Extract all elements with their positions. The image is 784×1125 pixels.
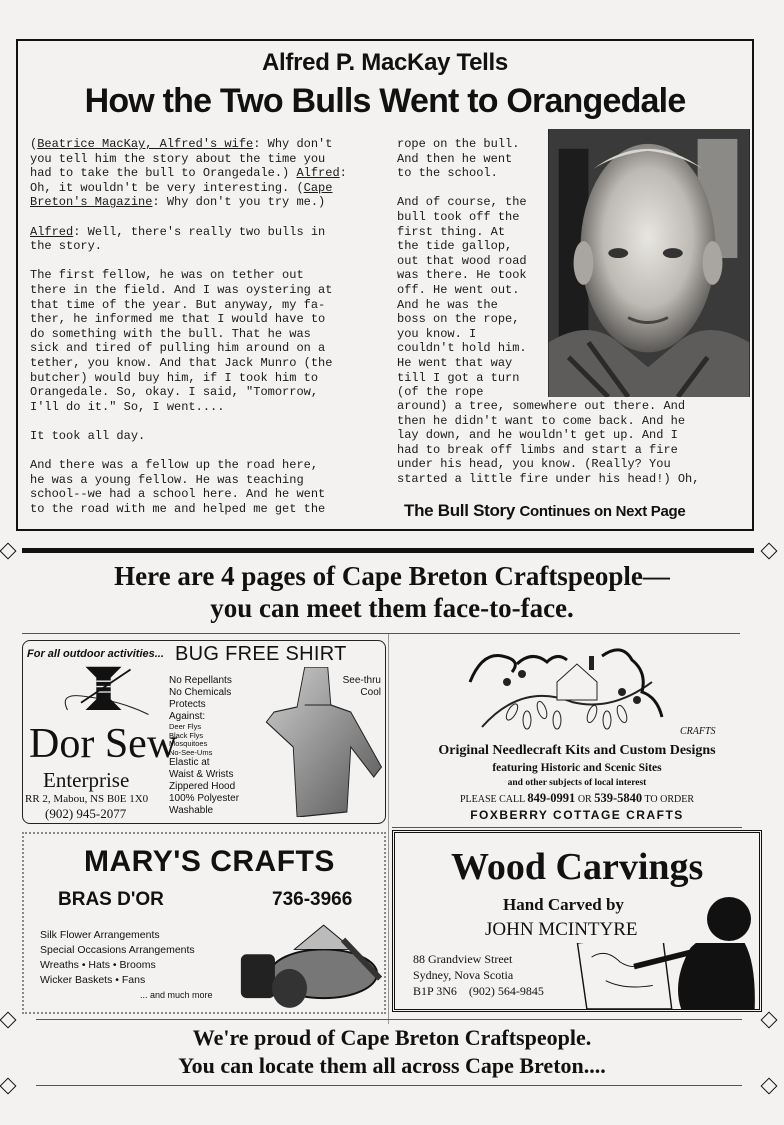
article-line: [30, 312, 347, 327]
diamond-ornament: [0, 543, 16, 560]
wood-phone: (902) 564-9845: [468, 984, 544, 998]
closing-line-2: You can locate them all across Cape Breton....: [178, 1053, 606, 1078]
ad-marys-crafts: [22, 832, 386, 1014]
article-text: butcher) would buy him, if I took him to: [30, 370, 319, 385]
article-line: [30, 414, 347, 429]
article-text: And there was a fellow up the road here,: [30, 458, 319, 473]
foxberry-line-2: featuring Historic and Scenic Sites: [492, 762, 662, 774]
article-text: Oh, it wouldn't be very interesting. (: [30, 180, 304, 195]
feature-item: Zippered Hood: [169, 781, 236, 792]
ad-wood-carvings: [392, 830, 762, 1012]
ad-tagline: For all outdoor activities...: [27, 648, 164, 660]
article-line: [30, 195, 347, 210]
continue-small: Continues on Next Page: [519, 503, 686, 520]
article-text: he was a young fellow. He was teaching: [30, 472, 304, 487]
feature-item: 100% Polyester: [169, 793, 240, 804]
article-text: : Why don't: [253, 137, 333, 151]
article-line: [30, 152, 347, 167]
article-line: [30, 502, 347, 517]
article-line: [30, 429, 347, 444]
thin-divider: [22, 633, 740, 634]
speaker-name: Breton's Magazine: [30, 195, 153, 210]
speaker-name: Beatrice MacKay, Alfred's wife: [37, 137, 254, 151]
article-text: : Well, there's really two bulls in: [73, 224, 326, 239]
article-text: tether, you know. And that Jack Munro (the: [30, 355, 333, 370]
article-box: [16, 39, 754, 531]
crafts-heading: [0, 560, 784, 624]
feature-item: Waist & Wrists: [169, 769, 234, 780]
call-suffix: TO ORDER: [644, 794, 695, 805]
foxberry-logo: [462, 642, 692, 743]
spool-needle-icon: [53, 665, 163, 724]
thin-divider: [36, 1019, 742, 1020]
wood-by: Hand Carved by: [503, 895, 624, 914]
logo-word-dor: Dor: [29, 721, 95, 767]
speaker-name: Alfred: [296, 166, 340, 181]
marys-item: Special Occasions Arrangements: [40, 944, 195, 956]
speaker-name: Cape: [303, 180, 333, 195]
marys-location: BRAS D'OR: [58, 889, 164, 910]
article-line: [30, 473, 347, 488]
article-kicker: Alfred P. MacKay Tells: [262, 49, 508, 76]
carver-head: [705, 895, 753, 950]
wood-carver-name: JOHN MCINTYRE: [485, 919, 638, 940]
logo-word-sew: Sew: [104, 721, 178, 767]
column-divider: [388, 634, 389, 1024]
article-text: the story.: [30, 239, 103, 254]
ad-dor-sew: [22, 640, 386, 824]
article-text: do something with the bull. That he was: [30, 326, 311, 341]
closing-line-1: We're proud of Cape Breton Craftspeople.: [192, 1025, 592, 1050]
article-text: ther, he informed me that I would have to: [30, 312, 326, 327]
article-text: school--we had a school here. And he went: [30, 487, 326, 502]
side-note: See-thru: [342, 675, 381, 686]
article-line: [30, 239, 347, 254]
pest-item: No-See-Ums: [169, 747, 213, 757]
basket-illustration: [236, 920, 382, 1015]
pest-item: Deer Flys: [169, 722, 202, 731]
wood-city: Sydney, Nova Scotia: [413, 968, 514, 982]
article-line: [30, 298, 347, 313]
feature-list: [169, 675, 239, 817]
marys-item: Wreaths • Hats • Brooms: [40, 959, 156, 971]
crafts-heading-line-2: you can meet them face-to-face.: [210, 593, 574, 623]
crafts-heading-line-1: Here are 4 pages of Cape Breton Craftspeople—: [114, 561, 670, 591]
article-line: [30, 356, 347, 371]
foxberry-call: [392, 791, 762, 807]
feature-item: Washable: [169, 805, 214, 816]
marys-item: Silk Flower Arrangements: [40, 929, 160, 941]
dor-sew-logo: [29, 721, 177, 767]
article-text: there in the field. And I was oystering at: [30, 282, 333, 297]
article-text: (: [30, 137, 38, 151]
marys-items: [40, 928, 213, 1003]
ad-product-title: BUG FREE SHIRT: [175, 643, 347, 665]
article-line: [30, 166, 347, 181]
marys-phone: 736-3966: [272, 889, 353, 910]
pest-item: Mosquitoes: [169, 739, 208, 748]
article-line: [30, 458, 347, 473]
diamond-ornament: [761, 1078, 778, 1095]
diamond-ornament: [761, 543, 778, 560]
feature-item: Against:: [169, 711, 206, 722]
article-line: [30, 487, 347, 502]
carver-silhouette: [575, 943, 759, 1012]
article-line: [30, 210, 347, 225]
marys-title: MARY'S CRAFTS: [84, 845, 335, 878]
feature-item: Elastic at: [169, 757, 210, 768]
diamond-ornament: [0, 1078, 16, 1095]
thin-divider: [36, 1085, 742, 1086]
article-text: that time of the year. But anyway, my fa-: [30, 297, 326, 312]
side-notes: [343, 675, 381, 699]
article-line: [30, 327, 347, 342]
phone-1: 849-0991: [527, 791, 576, 805]
phone-2: 539-5840: [594, 791, 643, 805]
speaker-name: Alfred: [30, 224, 74, 239]
company-name: Enterprise: [43, 768, 130, 792]
ad-foxberry-cottage: [392, 640, 762, 826]
company-phone: (902) 945-2077: [45, 806, 127, 821]
article-line: [30, 283, 347, 298]
article-text: It took all day.: [30, 428, 146, 443]
article-line: [30, 254, 347, 269]
call-prefix: PLEASE CALL: [459, 794, 525, 805]
article-line: [30, 268, 347, 283]
article-text: Orangedale. So, okay. I said, "Tomorrow,: [30, 385, 319, 400]
foxberry-line-1: Original Needlecraft Kits and Custom Designs: [438, 743, 716, 758]
feature-item: No Repellants: [169, 675, 232, 686]
article-column-3: around) a tree, somewhere out there. And then he didn't want to come back. And he lay down, and he wouldn't get up. And I had to break off limbs and start a fire under his head, you know. (Really? You started a little fire under his head!) Oh,: [397, 399, 700, 486]
article-text: :: [339, 166, 347, 181]
article-column-1: [30, 137, 347, 516]
article-text: to the road with me and helped me get the: [30, 501, 326, 516]
wood-street: 88 Grandview Street: [413, 952, 513, 966]
company-address: RR 2, Mabou, NS B0E 1X0: [25, 793, 149, 805]
foxberry-logo-sub: CRAFTS: [680, 726, 716, 737]
pest-item: Black Flys: [169, 730, 204, 740]
article-line: [30, 137, 347, 152]
article-text: I'll do it." So, I went....: [30, 399, 225, 414]
article-text: : Why don't you try me.): [152, 195, 326, 210]
wood-address: [413, 951, 544, 999]
closing-message: [0, 1024, 784, 1080]
foxberry-name: FOXBERRY COTTAGE CRAFTS: [470, 808, 684, 822]
article-text: had to take the bull to Orangedale.): [30, 166, 297, 181]
thin-divider: [392, 827, 742, 828]
feature-item: Protects: [169, 699, 206, 710]
article-text: sick and tired of pulling him around on a: [30, 341, 326, 356]
foxberry-line-3: and other subjects of local interest: [507, 778, 647, 788]
article-line: [30, 385, 347, 400]
wood-postal: B1P 3N6: [413, 984, 457, 998]
article-text: The first fellow, he was on tether out: [30, 268, 304, 283]
portrait-photo: [548, 129, 750, 397]
marys-item: Wicker Baskets • Fans: [40, 974, 146, 986]
continue-big: The Bull Story: [404, 501, 516, 520]
article-line: [30, 371, 347, 386]
article-line: [30, 225, 347, 240]
feature-item: No Chemicals: [169, 687, 232, 698]
article-column-2: rope on the bull. And then he went to the school. And of course, the bull took off the first thing. At the tide gallop, out that wood road was there. He took off. He went out. And he was the boss on the rope, you know. I couldn't hold him. He went that way till I got a turn (of the rope: [397, 137, 527, 400]
call-or: OR: [577, 794, 592, 805]
thick-divider: [22, 548, 754, 553]
article-line: [30, 443, 347, 458]
wood-title: Wood Carvings: [451, 846, 704, 888]
marys-more: ... and much more: [140, 990, 213, 1000]
article-line: [30, 181, 347, 196]
article-line: [30, 341, 347, 356]
article-text: you tell him the story about the time you: [30, 151, 326, 166]
article-line: [30, 400, 347, 415]
continue-notice[interactable]: [404, 500, 685, 523]
side-note: Cool: [360, 687, 381, 698]
article-headline: How the Two Bulls Went to Orangedale: [84, 82, 686, 120]
